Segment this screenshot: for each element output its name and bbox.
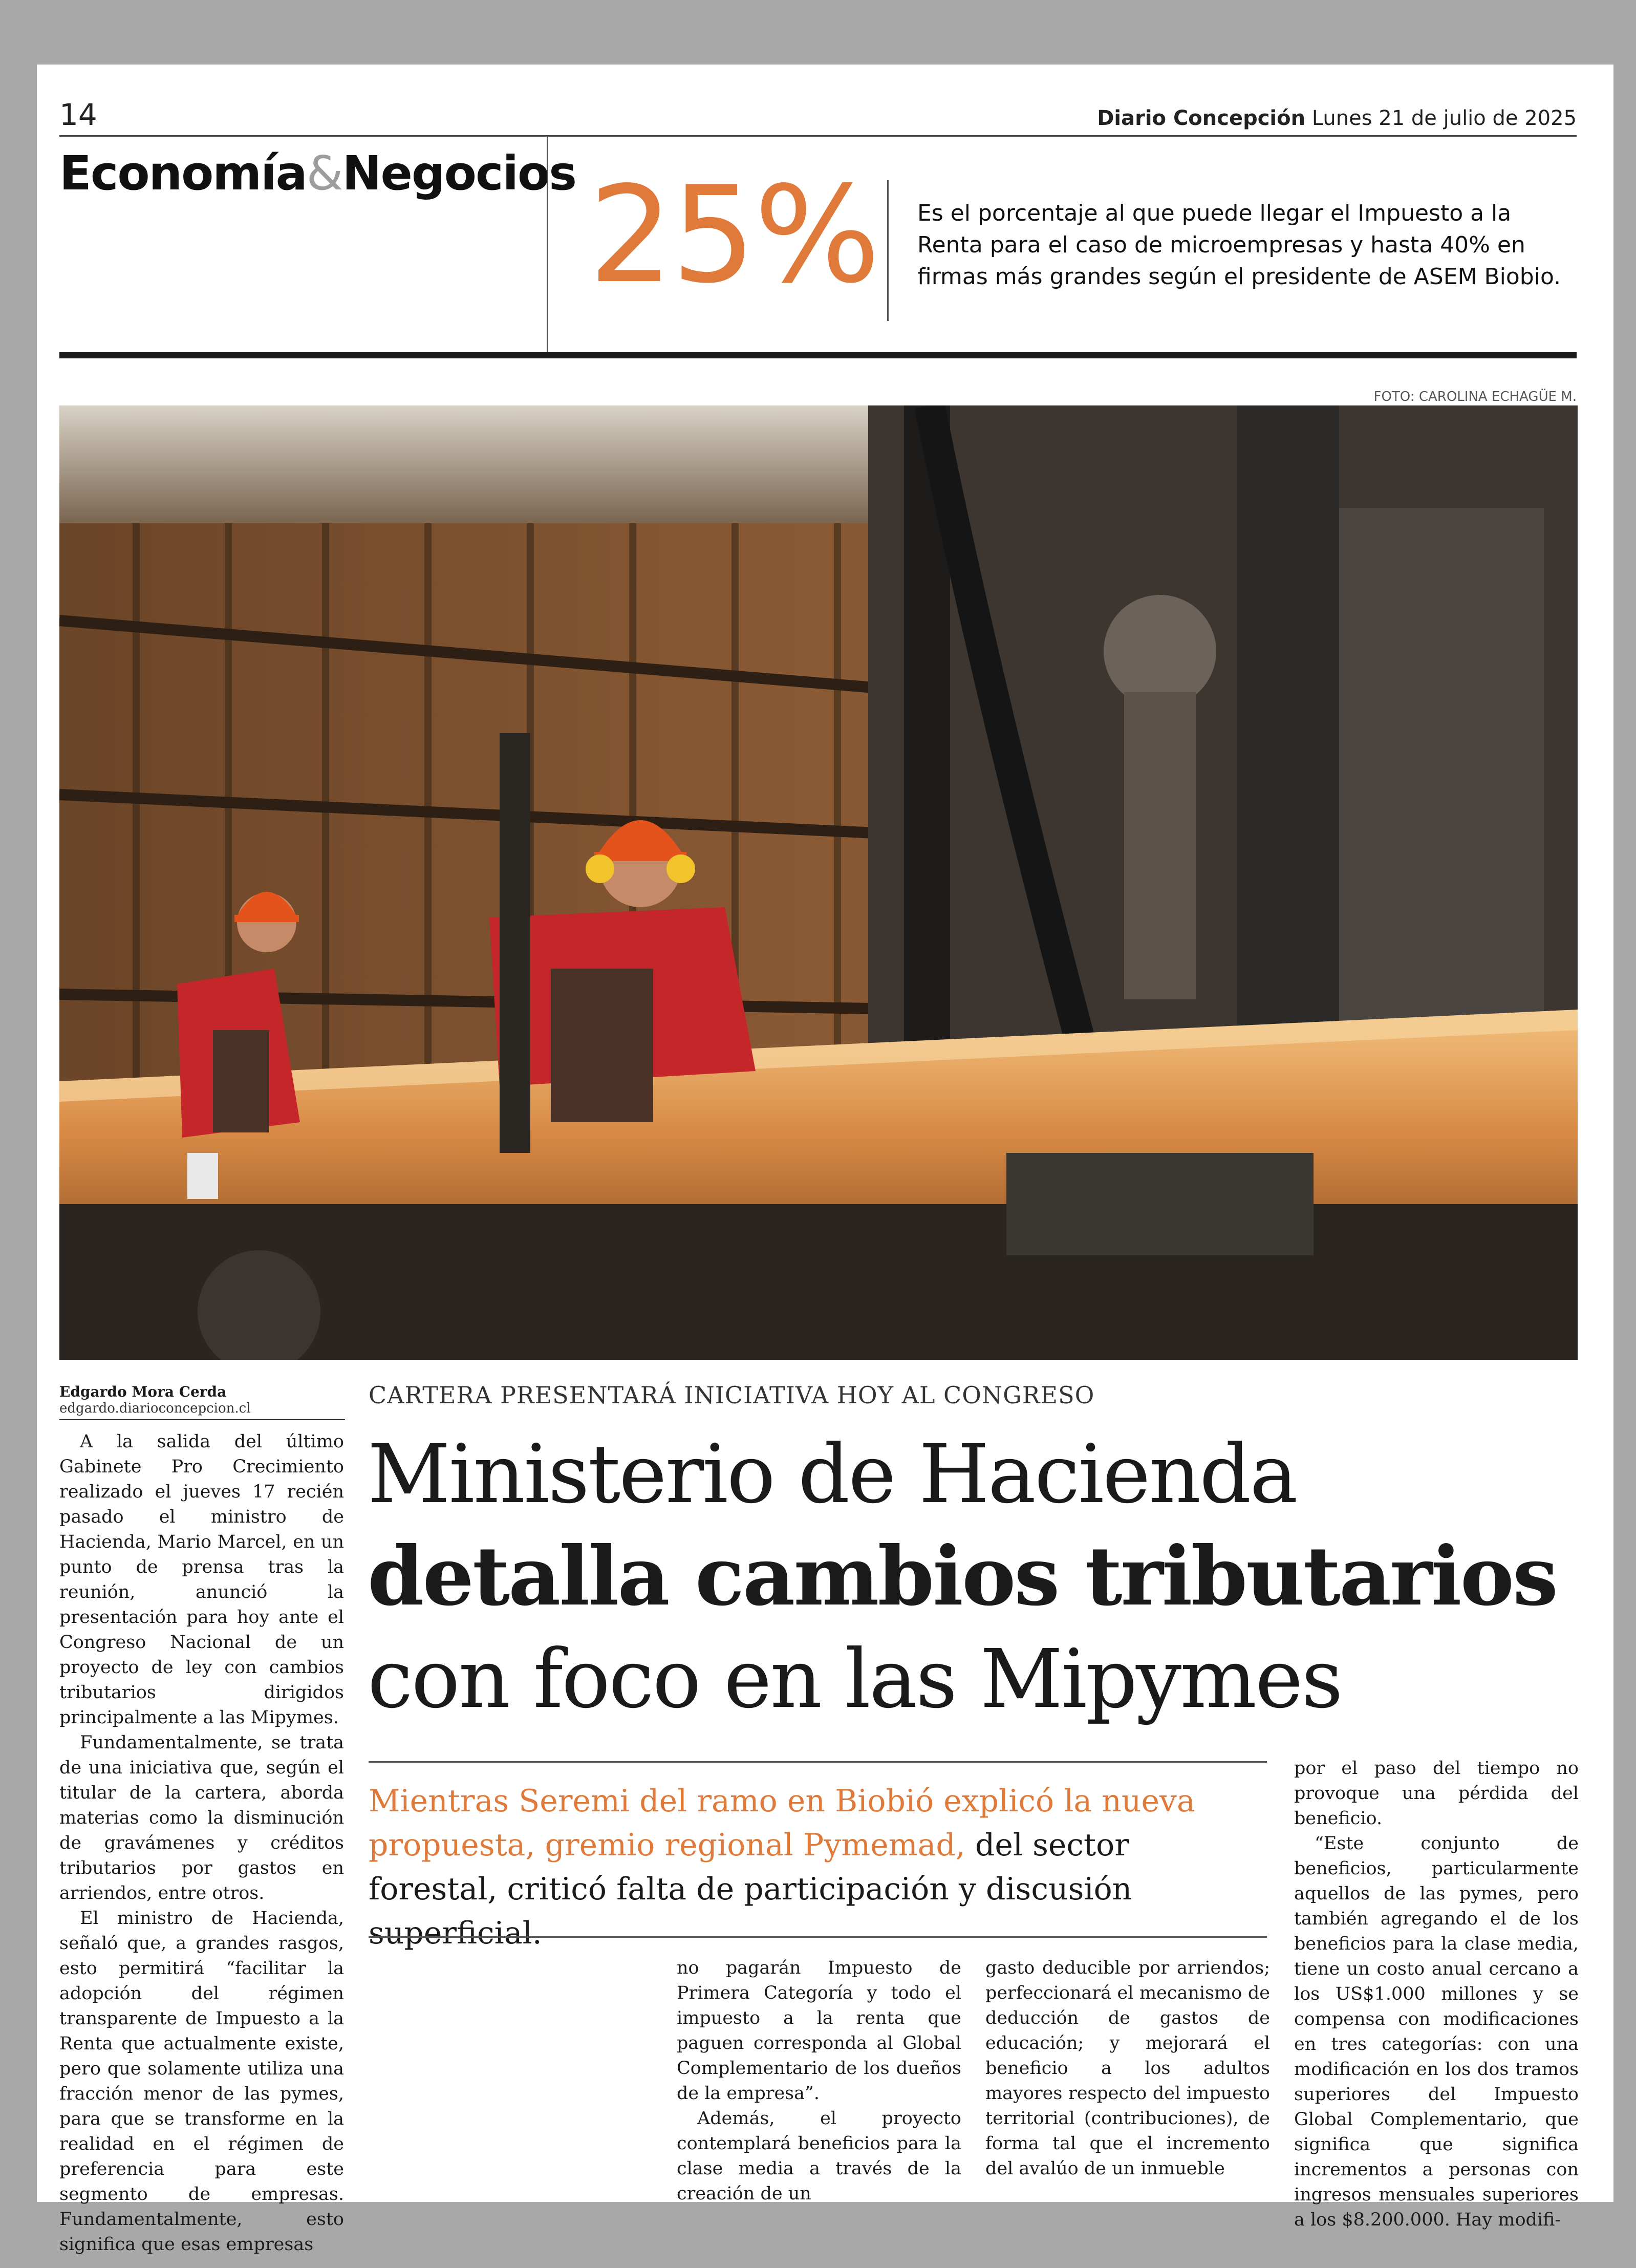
dateline [1097,106,1577,130]
page-number: 14 [59,97,97,132]
sawmill-illustration [59,405,1578,1360]
body-paragraph: Además, el proyecto contemplará beneficios para la clase media a través de la creación de un [677,2108,961,2204]
article-headline [368,1423,1570,1730]
deck-rest: del sector forestal, criticó falta de participación y discusión superficial. [369,1827,1132,1951]
sawmill-photo [59,405,1578,1360]
deck-highlight: Mientras Seremi del ramo en Biobió explicó la nueva propuesta, gremio regional Pymemad, [369,1783,1195,1863]
body-column-4 [1294,1756,1579,2233]
section-right: Negocios [342,146,576,201]
article-kicker: CARTERA PRESENTARÁ INICIATIVA HOY AL CONGRESO [369,1381,1095,1409]
article-deck [369,1779,1267,1955]
body-column-2 [677,1956,961,2207]
photo-credit: FOTO: CAROLINA ECHAGÜE M. [1373,389,1577,404]
highlight-divider [887,180,889,321]
body-paragraph: gasto deducible por arriendos; perfeccionará el mecanismo de deducción de gastos de educación; y mejorará el beneficio a los adultos mayores respecto del impuesto territorial (contribuciones), de forma tal que el incremento del avalúo de un inmueble [985,1958,1270,2179]
section-amp: & [306,146,342,201]
deck-rule-bottom [369,1936,1267,1938]
byline-rule [59,1419,345,1420]
body-paragraph: no pagarán Impuesto de Primera Categoría y todo el impuesto a la renta que paguen corresponda al Global Complementario de los dueños de la empresa”. [677,1958,961,2104]
issue-date: Lunes 21 de julio de 2025 [1311,106,1577,130]
headline-part1: Ministerio de Hacienda [368,1427,1297,1522]
body-column-1 [59,1429,344,2257]
headline-bold: detalla cambios tributarios [368,1529,1557,1624]
section-left: Economía [59,146,307,201]
top-rule [59,135,1577,137]
body-paragraph: Fundamentalmente, se trata de una iniciativa que, según el titular de la cartera, aborda materias como la disminución de gravámenes y créditos tributarios por gastos en arriendos, entre otros. [59,1732,344,1903]
section-title [59,146,576,201]
body-paragraph: por el paso del tiempo no provoque una pérdida del beneficio. [1294,1758,1579,1829]
body-paragraph: A la salida del último Gabinete Pro Crecimiento realizado el jueves 17 recién pasado el ministro de Hacienda, Mario Marcel, en un punto de prensa tras la reunión, anunció la presentación para hoy ante el Congreso Nacional de un proyecto de ley con cambios tributarios dirigidos principalmente a las Mipymes. [59,1431,344,1728]
body-paragraph: El ministro de Hacienda, señaló que, a grandes rasgos, esto permitirá “facilitar la adopción del régimen transparente de Impuesto a la Renta que actualmente existe, pero que solamente utiliza una fracción menor de las pymes, para que se transforme en la realidad en el régimen de preferencia para este segmento de empresas. Fundamentalmente, esto significa que esas empresas [59,1908,344,2255]
publication-name: Diario Concepción [1097,106,1306,130]
headline-part2: con foco en las Mipymes [368,1632,1342,1726]
byline-email: edgardo.diarioconcepcion.cl [59,1401,251,1416]
header-thick-rule [59,352,1577,358]
byline-name: Edgardo Mora Cerda [59,1383,227,1400]
header-divider [547,135,548,353]
deck-rule-top [369,1761,1267,1763]
body-column-3 [985,1956,1270,2181]
highlight-figure: 25% [589,158,878,313]
body-paragraph: “Este conjunto de beneficios, particularmente aquellos de las pymes, pero también agregando el de los beneficios para la clase media, tiene un costo anual cercano a los US$1.000 millones y se compensa con modificaciones en tres categorías: con una modificación en los dos tramos superiores del Impuesto Global Complementario, que significa que significa incrementos a personas con ingresos mensuales superiores a los $8.200.000. Hay modifi- [1294,1833,1579,2230]
highlight-description: Es el porcentaje al que puede llegar el Impuesto a la Renta para el caso de microempresas y hasta 40% en firmas más grandes según el presidente de ASEM Biobio. [917,200,1561,290]
